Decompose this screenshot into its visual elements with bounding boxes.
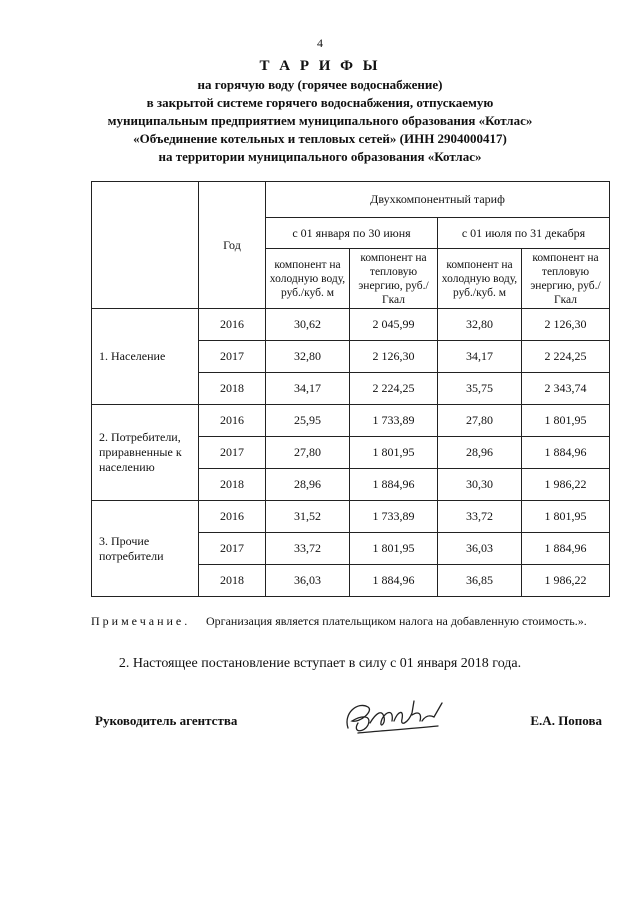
col-heat-energy-p2: компонент на тепловую энергию, руб./Гкал bbox=[522, 249, 610, 309]
document-title bbox=[0, 56, 640, 166]
heat-energy-p1-cell: 2 126,30 bbox=[350, 341, 438, 373]
col-cold-water-p1: компонент на холодную воду, руб./куб. м bbox=[266, 249, 350, 309]
cold-water-p1-cell: 28,96 bbox=[266, 469, 350, 501]
signatory-name: Е.А. Попова bbox=[530, 713, 602, 728]
category-cell: 2. Потребители, приравненные к населению bbox=[92, 405, 199, 501]
cold-water-p2-cell: 27,80 bbox=[438, 405, 522, 437]
year-cell: 2018 bbox=[199, 565, 266, 597]
cold-water-p2-cell: 36,03 bbox=[438, 533, 522, 565]
table-row bbox=[92, 501, 610, 533]
year-cell: 2017 bbox=[199, 341, 266, 373]
header-row-1 bbox=[92, 182, 610, 218]
note-label: Примечание. bbox=[91, 614, 191, 628]
cold-water-p2-cell: 35,75 bbox=[438, 373, 522, 405]
effective-date-clause: 2. Настоящее постановление вступает в силу с 01 января 2018 года. bbox=[118, 656, 522, 671]
heat-energy-p2-cell: 2 224,25 bbox=[522, 341, 610, 373]
heat-energy-p1-cell: 1 884,96 bbox=[350, 469, 438, 501]
heat-energy-p1-cell: 1 884,96 bbox=[350, 565, 438, 597]
category-header-cell bbox=[92, 182, 199, 309]
period2-header: с 01 июля по 31 декабря bbox=[438, 218, 610, 249]
title-heading: Т А Р И Ф Ы bbox=[259, 58, 381, 74]
cold-water-p1-cell: 30,62 bbox=[266, 309, 350, 341]
heat-energy-p2-cell: 1 801,95 bbox=[522, 405, 610, 437]
cold-water-p2-cell: 33,72 bbox=[438, 501, 522, 533]
title-line-4: «Объединение котельных и тепловых сетей» (ИНН 2904000417) bbox=[133, 131, 507, 146]
cold-water-p2-cell: 28,96 bbox=[438, 437, 522, 469]
cold-water-p1-cell: 33,72 bbox=[266, 533, 350, 565]
period1-header: с 01 января по 30 июня bbox=[266, 218, 438, 249]
heat-energy-p2-cell: 1 884,96 bbox=[522, 533, 610, 565]
heat-energy-p1-cell: 1 801,95 bbox=[350, 437, 438, 469]
heat-energy-p2-cell: 2 126,30 bbox=[522, 309, 610, 341]
year-cell: 2017 bbox=[199, 437, 266, 469]
title-line-2: в закрытой системе горячего водоснабжения, отпускаемую bbox=[146, 95, 494, 110]
year-cell: 2018 bbox=[199, 373, 266, 405]
heat-energy-p1-cell: 1 733,89 bbox=[350, 501, 438, 533]
title-line-3: муниципальным предприятием муниципального образования «Котлас» bbox=[107, 113, 533, 128]
cold-water-p1-cell: 27,80 bbox=[266, 437, 350, 469]
table-row bbox=[92, 405, 610, 437]
cold-water-p2-cell: 34,17 bbox=[438, 341, 522, 373]
two-component-header: Двухкомпонентный тариф bbox=[266, 182, 610, 218]
year-header: Год bbox=[199, 182, 266, 309]
title-line-5: на территории муниципального образования «Котлас» bbox=[158, 149, 482, 164]
page-number: 4 bbox=[317, 36, 323, 50]
signatory-position: Руководитель агентства bbox=[95, 713, 238, 728]
heat-energy-p1-cell: 2 224,25 bbox=[350, 373, 438, 405]
year-cell: 2018 bbox=[199, 469, 266, 501]
cold-water-p1-cell: 34,17 bbox=[266, 373, 350, 405]
tariff-table bbox=[91, 181, 610, 597]
cold-water-p2-cell: 32,80 bbox=[438, 309, 522, 341]
cold-water-p2-cell: 36,85 bbox=[438, 565, 522, 597]
heat-energy-p2-cell: 2 343,74 bbox=[522, 373, 610, 405]
col-cold-water-p2: компонент на холодную воду, руб./куб. м bbox=[438, 249, 522, 309]
cold-water-p1-cell: 32,80 bbox=[266, 341, 350, 373]
handwritten-signature bbox=[338, 693, 448, 743]
heat-energy-p2-cell: 1 986,22 bbox=[522, 469, 610, 501]
year-cell: 2016 bbox=[199, 309, 266, 341]
year-cell: 2017 bbox=[199, 533, 266, 565]
heat-energy-p1-cell: 1 801,95 bbox=[350, 533, 438, 565]
title-line-1: на горячую воду (горячее водоснабжение) bbox=[197, 77, 443, 92]
year-cell: 2016 bbox=[199, 501, 266, 533]
heat-energy-p1-cell: 1 733,89 bbox=[350, 405, 438, 437]
cold-water-p1-cell: 25,95 bbox=[266, 405, 350, 437]
category-cell: 3. Прочие потребители bbox=[92, 501, 199, 597]
cold-water-p1-cell: 36,03 bbox=[266, 565, 350, 597]
category-cell: 1. Население bbox=[92, 309, 199, 405]
heat-energy-p2-cell: 1 801,95 bbox=[522, 501, 610, 533]
cold-water-p2-cell: 30,30 bbox=[438, 469, 522, 501]
heat-energy-p2-cell: 1 884,96 bbox=[522, 437, 610, 469]
col-heat-energy-p1: компонент на тепловую энергию, руб./Гкал bbox=[350, 249, 438, 309]
cold-water-p1-cell: 31,52 bbox=[266, 501, 350, 533]
year-cell: 2016 bbox=[199, 405, 266, 437]
note-text: Организация является плательщиком налога на добавленную стоимость.». bbox=[206, 614, 587, 628]
heat-energy-p2-cell: 1 986,22 bbox=[522, 565, 610, 597]
heat-energy-p1-cell: 2 045,99 bbox=[350, 309, 438, 341]
table-row bbox=[92, 309, 610, 341]
